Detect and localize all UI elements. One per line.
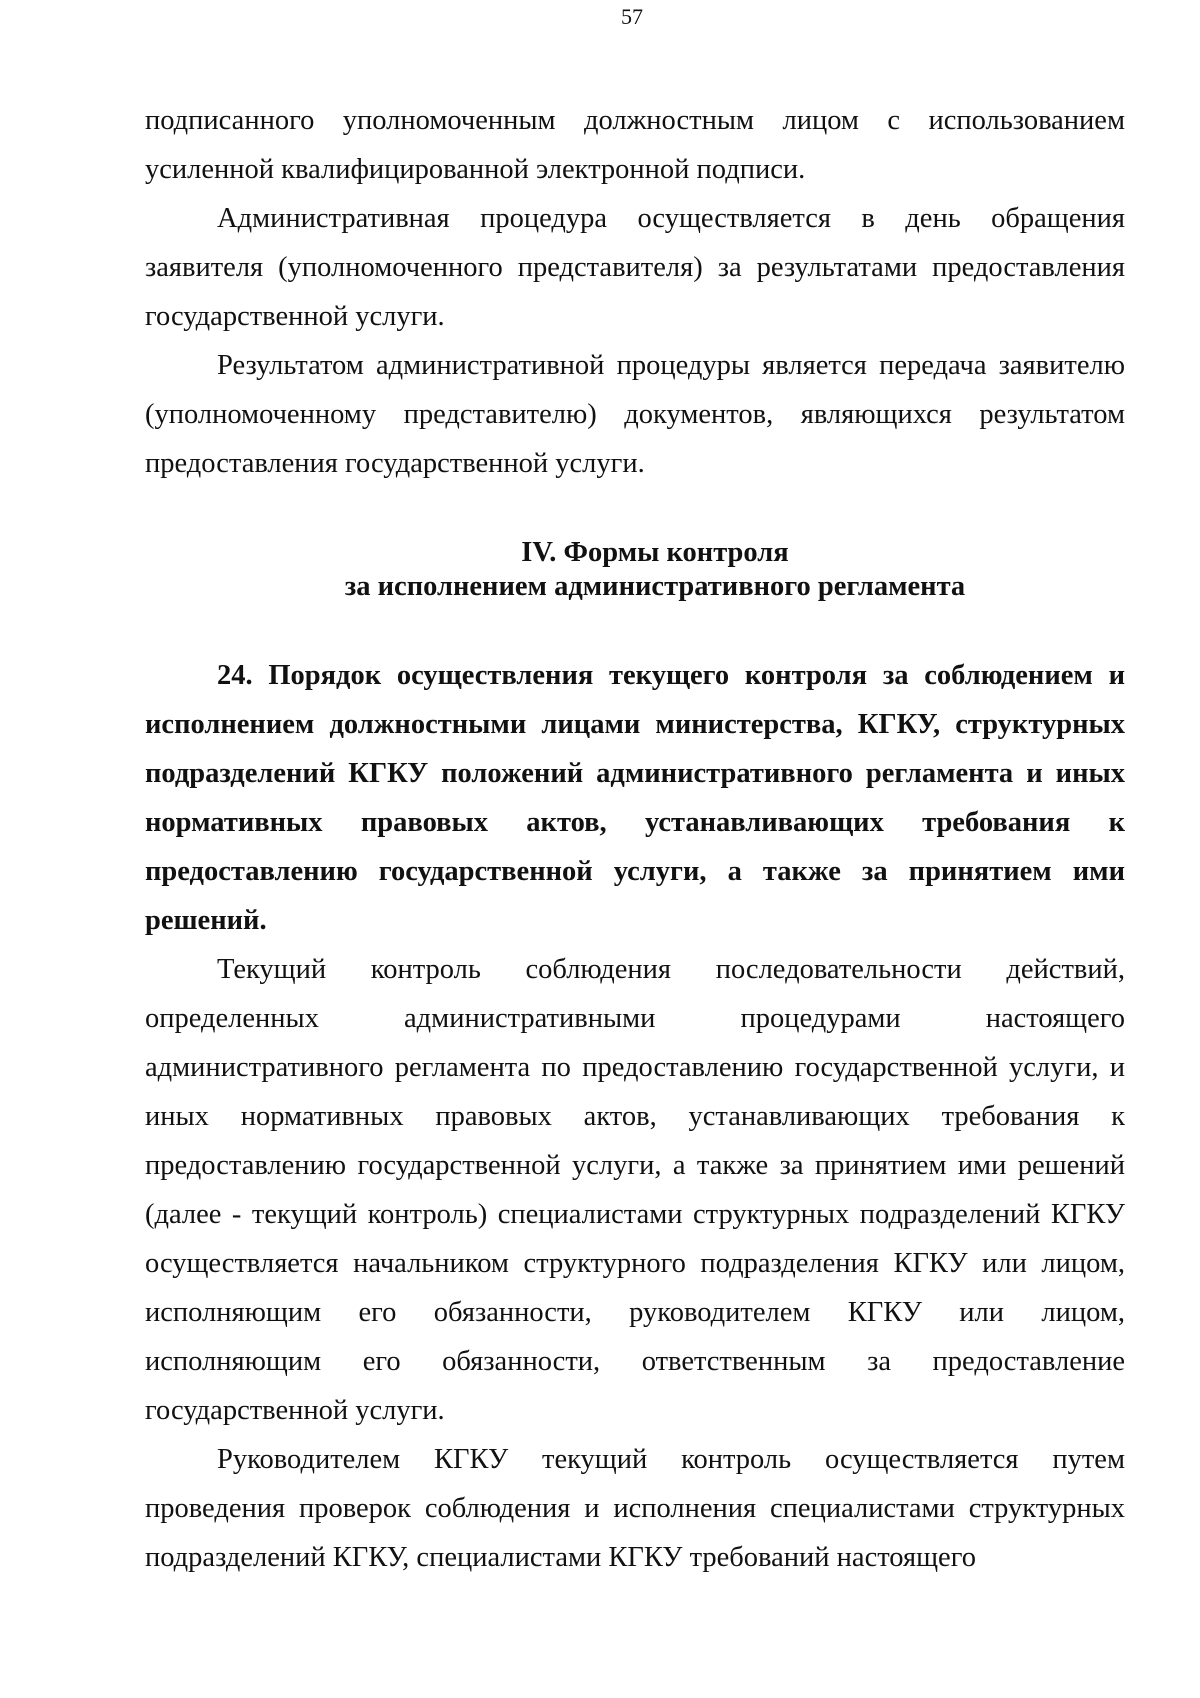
spacer bbox=[145, 488, 1125, 536]
paragraph-procedure-timing: Административная процедура осуществляется в день обращения заявителя (уполномоченного представителя) за результатами предоставления государственной услуги. bbox=[145, 203, 1125, 332]
paragraph-procedure-result: Результатом административной процедуры является передача заявителю (уполномоченному представителю) документов, являющихся результатом предоставления государственной услуги. bbox=[145, 350, 1125, 479]
section-title-line-2: за исполнением административного регламента bbox=[344, 571, 966, 602]
spacer bbox=[145, 604, 1125, 651]
section-title-line-1: IV. Формы контроля bbox=[521, 537, 789, 568]
paragraph-inspections: Руководителем КГКУ текущий контроль осуществляется путем проведения проверок соблюдения и исполнения специалистами структурных подразделений КГКУ, специалистами КГКУ требований настоящего bbox=[145, 1444, 1125, 1573]
paragraph-signature: подписанного уполномоченным должностным лицом с использованием усиленной квалифицированной электронной подписи. bbox=[145, 105, 1125, 185]
paragraph-current-control: Текущий контроль соблюдения последовательности действий, определенных административными процедурами настоящего административного регламента по предоставлению государственной услуги, и иных нормативных правовых актов, устанавливающих требования к предоставлению государственной услуги, а также за принятием ими решений (далее - текущий контроль) специалистами структурных подразделений КГКУ осуществляется начальником структурного подразделения КГКУ или лицом, исполняющим его обязанности, руководителем КГКУ или лицом, исполняющим его обязанности, ответственным за предоставление государственной услуги. bbox=[145, 954, 1125, 1426]
document-body bbox=[145, 96, 1125, 1582]
subsection-heading: 24. Порядок осуществления текущего контроля за соблюдением и исполнением должностными лицами министерства, КГКУ, структурных подразделений КГКУ положений административного регламента и иных нормативных правовых актов, устанавливающих требования к предоставлению государственной услуги, а также за принятием ими решений. bbox=[145, 660, 1125, 936]
page-number: 57 bbox=[621, 4, 643, 29]
